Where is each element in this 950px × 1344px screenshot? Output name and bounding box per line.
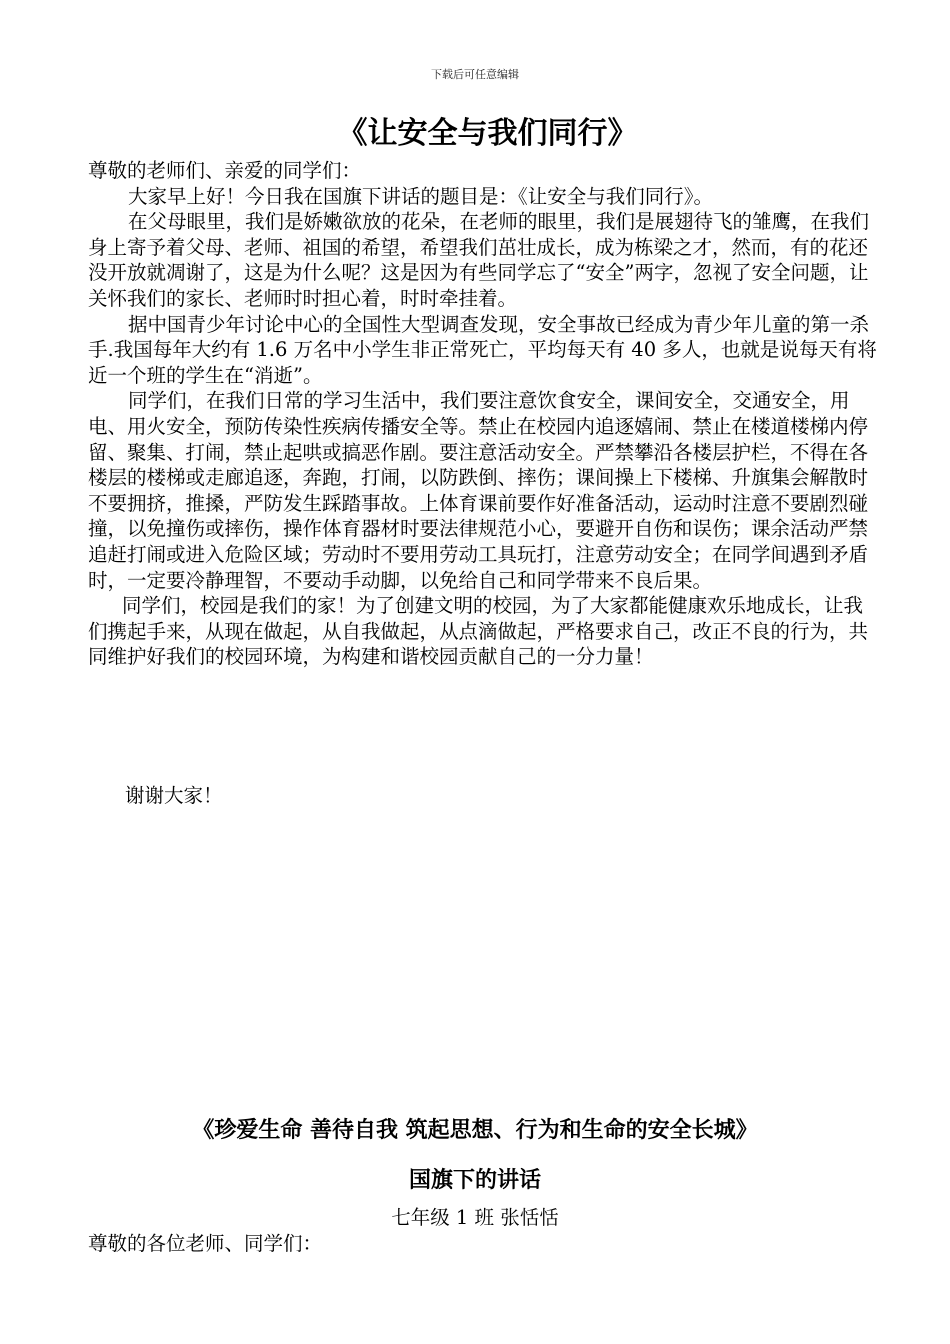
speech-body <box>88 158 878 670</box>
paragraph: 同学们，在我们日常的学习生活中，我们要注意饮食安全，课间安全，交通安全，用电、用火安全，预防传染性疾病传播安全等。禁止在校园内追逐嬉闹、禁止在楼道楼梯内停留、聚集、打闹，禁止起哄或搞恶作剧。要注意活动安全。严禁攀沿各楼层护栏，不得在各楼层的楼梯或走廊追逐，奔跑，打闹，以防跌倒、摔伤；课间操上下楼梯、升旗集会解散时不要拥挤，推搡，严防发生踩踏事故。上体育课前要作好准备活动，运动时注意不要剧烈碰撞，以免撞伤或摔伤，操作体育器材时要法律规范小心，要避开自伤和误伤；课余活动严禁追赶打闹或进入危险区域；劳动时不要用劳动工具玩打，注意劳动安全；在同学间遇到矛盾时，一定要冷静理智，不要动手动脚，以免给自己和同学带来不良后果。 <box>88 389 869 592</box>
paragraph: 据中国青少年讨论中心的全国性大型调查发现，安全事故已经成为青少年儿童的第一杀手.我国每年大约有 1.6 万名中小学生非正常死亡，平均每天有 40 多人，也就是说每天有将近一个班的学生在“消逝”。 <box>88 312 877 387</box>
second-salutation: 尊敬的各位老师、同学们： <box>88 1232 323 1255</box>
closing-text: 谢谢大家！ <box>125 784 223 807</box>
salutation: 尊敬的老师们、亲爱的同学们： <box>88 159 362 182</box>
second-speech-subtitle: 国旗下的讲话 <box>408 1167 541 1193</box>
second-speech-title: 《珍爱生命 善待自我 筑起思想、行为和生命的安全长城》 <box>192 1117 758 1143</box>
author-line: 七年级 1 班 张恬恬 <box>391 1206 559 1229</box>
paragraph: 在父母眼里，我们是娇嫩欲放的花朵，在老师的眼里，我们是展翅待飞的雏鹰，在我们身上寄予着父母、老师、祖国的希望，希望我们茁壮成长，成为栋梁之才，然而，有的花还没开放就凋谢了，这是为什么呢？这是因为有些同学忘了“安全”两字，忽视了安全问题，让关怀我们的家长、老师时时担心着，时时牵挂着。 <box>88 210 870 310</box>
speech-title: 《让安全与我们同行》 <box>337 116 638 151</box>
paragraph: 同学们，校园是我们的家！为了创建文明的校园，为了大家都能健康欢乐地成长，让我们携起手来，从现在做起，从自我做起，从点滴做起，严格要求自己，改正不良的行为，共同维护好我们的校园环境，为构建和谐校园贡献自己的一分力量！ <box>88 594 869 669</box>
paragraph: 大家早上好！今日我在国旗下讲话的题目是：《让安全与我们同行》。 <box>128 184 714 208</box>
header-note: 下载后可任意编辑 <box>431 68 519 81</box>
